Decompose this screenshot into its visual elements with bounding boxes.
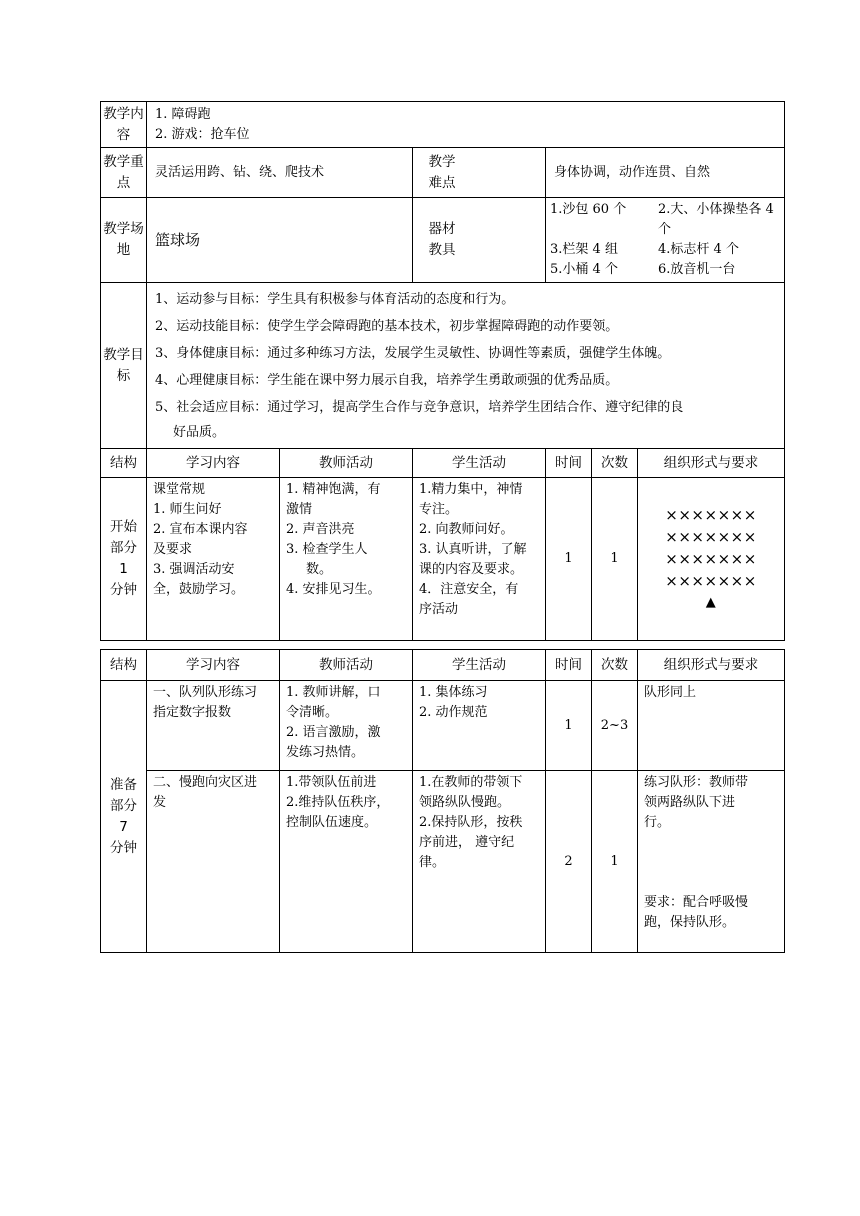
header-structure: 结构: [101, 650, 147, 681]
equipment-item: 3.栏架 4 组: [550, 242, 618, 257]
lesson-plan-table-1: [100, 101, 785, 641]
row-goals: [101, 283, 785, 449]
opening-formation: [638, 478, 785, 641]
row-opening: [101, 478, 785, 641]
venue-value: 篮球场: [147, 198, 413, 283]
label-equipment: 器材教具: [413, 198, 546, 283]
requirement-text: 跑，保持队形。: [644, 915, 736, 930]
warmup2-student: 1.在教师的带领下 领路纵队慢跑。 2.保持队形，按秩 序前进， 遵守纪 律。: [413, 771, 546, 953]
header-time: 时间: [546, 650, 592, 681]
header-count: 次数: [592, 650, 638, 681]
teaching-content-cell: [147, 102, 785, 148]
formation-row: ×××××××: [665, 506, 757, 524]
label-focus: 教学重点: [101, 148, 147, 198]
teacher-triangle-icon: ▲: [705, 595, 717, 610]
row-venue: [101, 198, 785, 283]
warmup2-formation: 练习队形：教师带 领两路纵队下进 行。 要求：配合呼吸慢 跑，保持队形。: [638, 771, 785, 953]
opening-student: 1.精力集中，神情 专注。 2. 向教师问好。 3. 认真听讲，了解 课的内容及要求。 4．注意安全，有 序活动: [413, 478, 546, 641]
label-goals: 教学目标: [101, 283, 147, 449]
lesson-plan-table-2: [100, 649, 785, 953]
header-row: [101, 650, 785, 681]
row-focus: [101, 148, 785, 198]
equipment-item: 2.大、小体操垫各 4 个: [658, 202, 774, 237]
header-content: 学习内容: [147, 449, 280, 478]
content-item: 2. 游戏：抢车位: [155, 126, 250, 142]
warmup1-teacher: 1. 教师讲解，口 令清晰。 2. 语言激励，激 发练习热情。: [280, 681, 413, 771]
row-warmup-2: [101, 771, 785, 953]
opening-count: 1: [592, 478, 638, 641]
opening-teacher: 1. 精神饱满，有 激情 2. 声音洪亮 3. 检查学生人 数。 4. 安排见习生。: [280, 478, 413, 641]
goal-item: 5、社会适应目标：通过学习，提高学生合作与竞争意识，培养学生团结合作、遵守纪律的良: [155, 400, 684, 415]
equipment-list: [546, 198, 785, 283]
equipment-item: 5.小桶 4 个: [550, 262, 618, 277]
label-difficulty: 教学难点: [413, 148, 546, 198]
formation-row: ×××××××: [665, 572, 757, 590]
warmup2-time: 2: [546, 771, 592, 953]
goals-cell: [147, 283, 785, 449]
header-formation: 组织形式与要求: [638, 650, 785, 681]
equipment-item: 4.标志杆 4 个: [658, 242, 739, 257]
formation-row: ×××××××: [665, 528, 757, 546]
row-warmup-1: [101, 681, 785, 771]
content-item: 1. 障碍跑: [155, 106, 211, 122]
header-content: 学习内容: [147, 650, 280, 681]
row-teaching-content: [101, 102, 785, 148]
warmup2-count: 1: [592, 771, 638, 953]
equipment-item: 6.放音机一台: [658, 262, 736, 277]
equipment-item: 1.沙包 60 个: [550, 202, 627, 217]
goal-item: 1、运动参与目标：学生具有积极参与体育活动的态度和行为。: [155, 292, 515, 307]
structure-opening: 开始 部分 1 分钟: [101, 478, 147, 641]
opening-time: 1: [546, 478, 592, 641]
warmup2-content: 二、慢跑向灾区进 发: [147, 771, 280, 953]
goal-item: 3、身体健康目标：通过多种练习方法，发展学生灵敏性、协调性等素质，强健学生体魄。: [155, 346, 671, 361]
warmup2-teacher: 1.带领队伍前进 2.维持队伍秩序， 控制队伍速度。: [280, 771, 413, 953]
warmup1-count: 2~3: [592, 681, 638, 771]
header-teacher: 教师活动: [280, 650, 413, 681]
header-row: [101, 449, 785, 478]
difficulty-value: 身体协调，动作连贯、自然: [546, 148, 785, 198]
focus-value: 灵活运用跨、钻、绕、爬技术: [147, 148, 413, 198]
header-formation: 组织形式与要求: [638, 449, 785, 478]
goal-item: 好品质。: [173, 425, 226, 440]
opening-content: 课堂常规 1. 师生问好 2. 宣布本课内容 及要求 3. 强调活动安 全，鼓励学习。: [147, 478, 280, 641]
warmup1-formation: 队形同上: [638, 681, 785, 771]
header-time: 时间: [546, 449, 592, 478]
formation-row: ×××××××: [665, 550, 757, 568]
warmup1-student: 1. 集体练习 2. 动作规范: [413, 681, 546, 771]
header-count: 次数: [592, 449, 638, 478]
header-structure: 结构: [101, 449, 147, 478]
goal-item: 4、心理健康目标：学生能在课中努力展示自我，培养学生勇敢顽强的优秀品质。: [155, 373, 619, 388]
structure-warmup: 准备 部分 7 分钟: [101, 681, 147, 953]
warmup1-content: 一、队列队形练习 指定数字报数: [147, 681, 280, 771]
header-student: 学生活动: [413, 449, 546, 478]
warmup1-time: 1: [546, 681, 592, 771]
label-venue: 教学场地: [101, 198, 147, 283]
header-student: 学生活动: [413, 650, 546, 681]
requirement-text: 要求：配合呼吸慢: [644, 895, 749, 910]
label-teaching-content: 教学内容: [101, 102, 147, 148]
goal-item: 2、运动技能目标：使学生学会障碍跑的基本技术，初步掌握障碍跑的动作要领。: [155, 319, 619, 334]
header-teacher: 教师活动: [280, 449, 413, 478]
